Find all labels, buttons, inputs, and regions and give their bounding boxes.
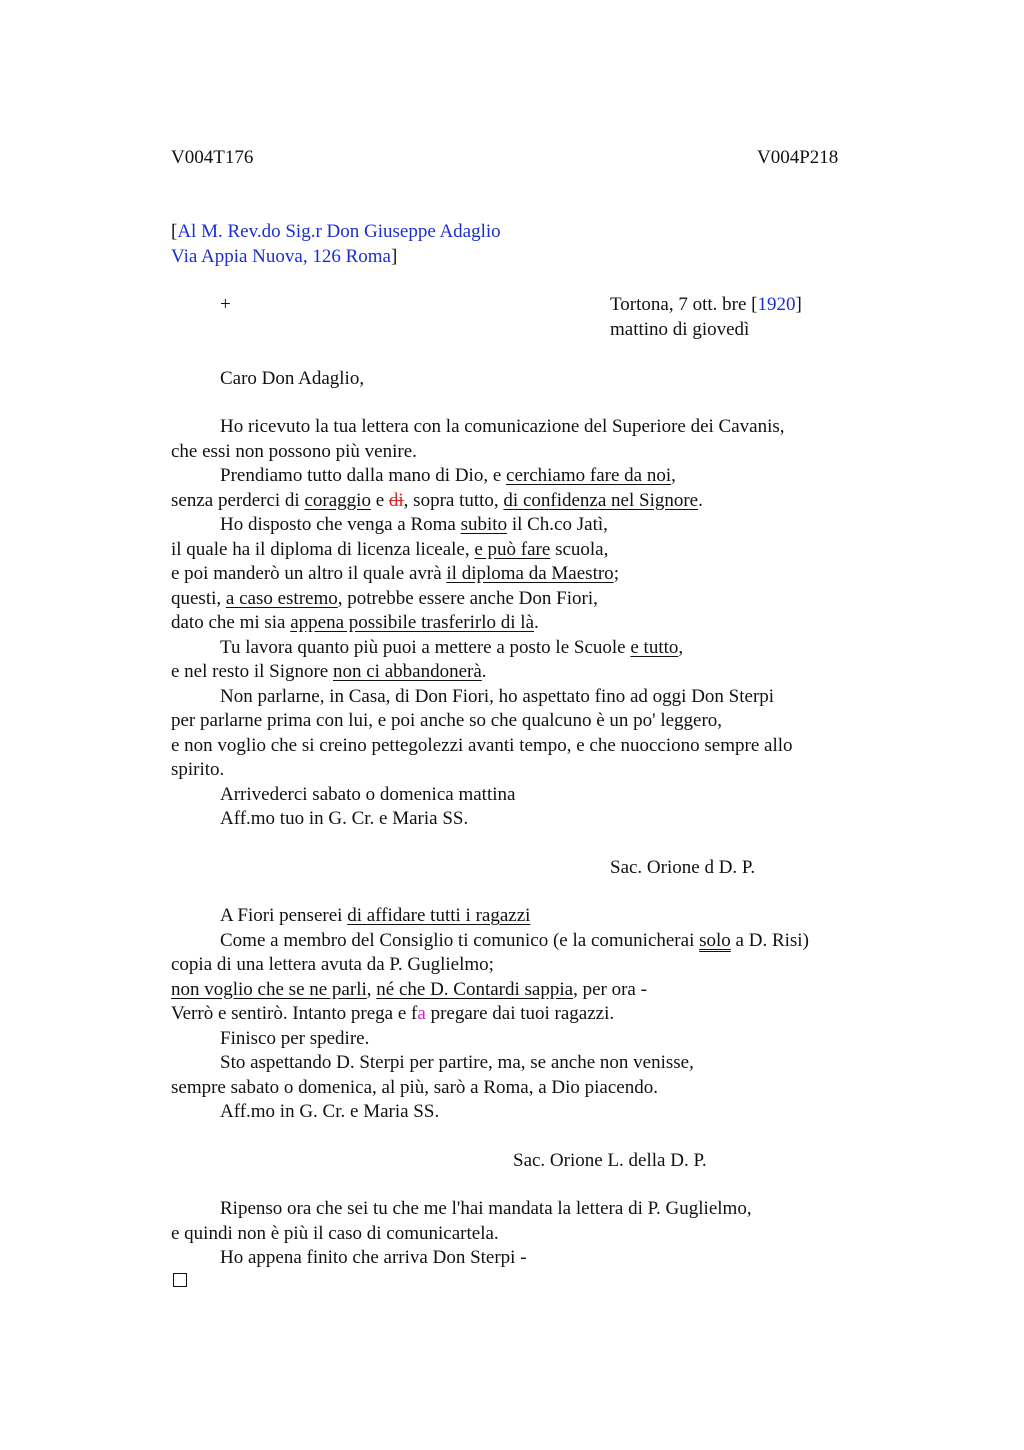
letter-addendum (171, 904, 809, 1125)
dateline (610, 293, 802, 342)
body-line: Finisco per spedire. (220, 1027, 370, 1049)
body-line: che essi non possono più venire. (171, 440, 417, 462)
body-line (171, 1002, 809, 1027)
body-line (171, 562, 793, 587)
salutation: Caro Don Adaglio, (220, 368, 365, 389)
address-block (171, 220, 501, 269)
body-line: Ho ricevuto la tua lettera con la comunicazione del Superiore dei Cavanis, (220, 416, 785, 437)
body-line (171, 513, 793, 538)
body-line (171, 489, 793, 514)
underlined-text: appena possibile trasferirlo di là (290, 612, 535, 633)
document-code-left: V004T176 (171, 147, 254, 168)
text-run: pregare dai tuoi ragazzi. (425, 1003, 615, 1024)
body-line: e non voglio che si creino pettegolezzi avanti tempo, e che nuocciono sempre allo (171, 734, 793, 756)
address-close-bracket: ] (390, 245, 398, 267)
address-line-1: Al M. Rev.do Sig.r Don Giuseppe Adaglio (177, 221, 501, 242)
text-run: , potrebbe essere anche Don Fiori, (337, 587, 598, 609)
deleted-text: di (388, 489, 404, 511)
body-line (171, 636, 793, 661)
text-run: . (698, 489, 703, 511)
underlined-text: non ci abbandonerà (333, 661, 482, 682)
underlined-text: il diploma da Maestro (446, 563, 614, 584)
body-line: spirito. (171, 759, 225, 780)
cross-symbol: + (220, 294, 231, 315)
body-line: e quindi non è più il caso di comunicartela. (171, 1222, 499, 1244)
text-run: ; (613, 563, 619, 584)
body-line (171, 929, 809, 954)
text-run: Prendiamo tutto dalla mano di Dio, e (220, 465, 507, 486)
text-run: , (671, 465, 676, 486)
body-line: per parlarne prima con lui, e poi anche so che qualcuno è un po' leggero, (171, 710, 723, 731)
text-run: A Fiori penserei (220, 905, 348, 926)
underlined-text: e tutto (630, 636, 679, 658)
text-run: Come a membro del Consiglio ti comunico (e la comunicherai (220, 929, 700, 951)
dateline-line-2: mattino di giovedì (610, 318, 750, 340)
text-run: Ho disposto che venga a Roma (220, 514, 461, 535)
underlined-text: di affidare tutti i ragazzi (347, 905, 531, 926)
text-run: , (678, 636, 684, 658)
text-run: e (370, 489, 389, 511)
underlined-text: né che D. Contardi sappia (376, 978, 574, 1000)
text-run: , per ora - (573, 978, 647, 1000)
body-line: sempre sabato o domenica, al più, sarò a Roma, a Dio piacendo. (171, 1076, 658, 1098)
body-line (171, 464, 793, 489)
signature-2: Sac. Orione L. della D. P. (513, 1150, 707, 1171)
text-run: a D. Risi) (730, 929, 809, 951)
body-line: Sto aspettando D. Sterpi per partire, ma, se anche non venisse, (220, 1052, 694, 1073)
end-marker-box-icon (173, 1273, 187, 1287)
double-underlined-text: solo (699, 929, 731, 951)
text-run: Tu lavora quanto più puoi a mettere a posto le Scuole (220, 636, 631, 658)
underlined-text: a caso estremo (225, 587, 338, 609)
underlined-text: non voglio che se ne parli (171, 978, 367, 1000)
dateline-year: 1920 (757, 294, 796, 315)
dateline-suffix: ] (795, 294, 802, 315)
text-run: . (481, 661, 487, 682)
body-line (171, 538, 793, 563)
body-line: Ripenso ora che sei tu che me l'hai mandata la lettera di P. Guglielmo, (220, 1198, 752, 1219)
body-line (171, 978, 809, 1003)
text-run: , sopra tutto, (403, 489, 504, 511)
text-run: , (366, 978, 377, 1000)
underlined-text: coraggio (304, 489, 371, 511)
body-line: Ho appena finito che arriva Don Sterpi - (220, 1247, 527, 1268)
underlined-text: e può fare (474, 538, 551, 560)
address-open-bracket: [ (171, 221, 178, 242)
text-run: Verrò e sentirò. Intanto prega e f (171, 1003, 418, 1024)
text-run: e nel resto il Signore (171, 661, 333, 682)
text-run: il quale ha il diploma di licenza liceale, (171, 538, 475, 560)
text-run: dato che mi sia (171, 612, 291, 633)
body-line: Aff.mo tuo in G. Cr. e Maria SS. (220, 808, 469, 829)
text-run: scuola, (550, 538, 609, 560)
body-line: Non parlarne, in Casa, di Don Fiori, ho aspettato fino ad oggi Don Sterpi (220, 685, 775, 707)
signature-1: Sac. Orione d D. P. (610, 857, 756, 878)
document-code-right: V004P218 (757, 147, 839, 168)
postscript (171, 1197, 752, 1271)
body-line (171, 587, 793, 612)
text-run: . (534, 612, 539, 633)
text-run: il Ch.co Jatì, (507, 514, 608, 535)
letter-body (171, 415, 793, 832)
underlined-text: subito (460, 514, 508, 535)
body-line (171, 904, 809, 929)
address-line-2: Via Appia Nuova, 126 Roma (171, 245, 391, 267)
text-run: questi, (171, 587, 226, 609)
text-run: senza perderci di (171, 489, 305, 511)
text-run: e poi manderò un altro il quale avrà (171, 563, 447, 584)
underlined-text: cerchiamo fare da noi (506, 465, 672, 486)
body-line: Arrivederci sabato o domenica mattina (220, 783, 516, 805)
inserted-text: a (417, 1003, 426, 1024)
body-line (171, 611, 793, 636)
dateline-prefix: Tortona, 7 ott. bre [ (610, 294, 758, 315)
underlined-text: di confidenza nel Signore (503, 489, 699, 511)
body-line: copia di una lettera avuta da P. Guglielmo; (171, 954, 494, 975)
body-line: Aff.mo in G. Cr. e Maria SS. (220, 1101, 440, 1122)
body-line (171, 660, 793, 685)
